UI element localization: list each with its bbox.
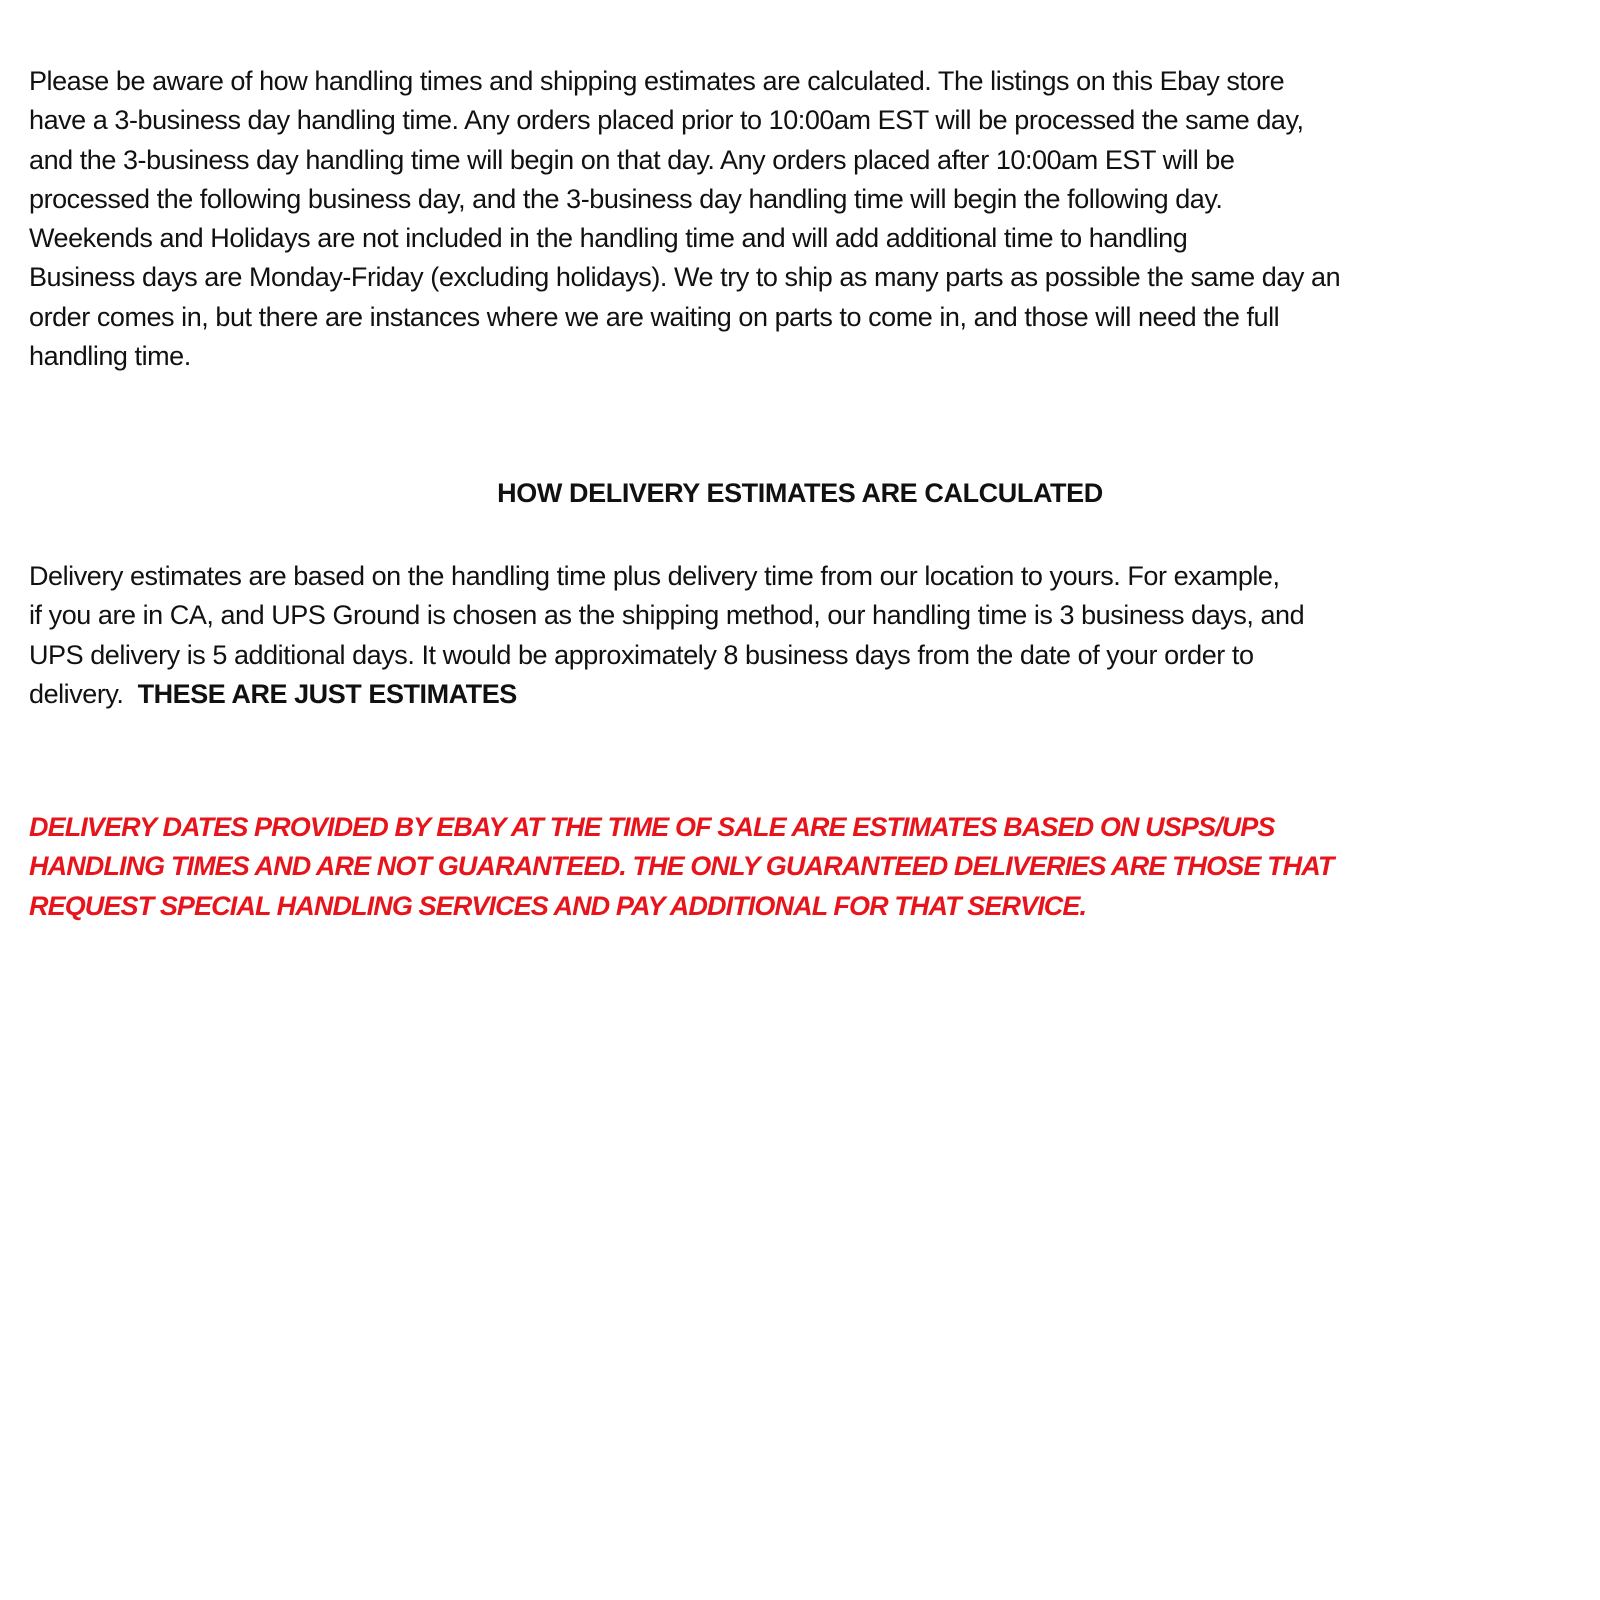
warning-line: DELIVERY DATES PROVIDED BY EBAY AT THE TIME OF SALE ARE ESTIMATES BASED ON USPS/UPS	[29, 812, 1275, 842]
paragraph-line	[29, 675, 1304, 714]
delivery-estimates-paragraph	[29, 557, 1304, 714]
guarantee-warning	[29, 808, 1333, 926]
paragraph-line: UPS delivery is 5 additional days. It would be approximately 8 business days from the date of your order to	[29, 639, 1254, 670]
handling-time-paragraph	[29, 62, 1340, 376]
estimates-emphasis: THESE ARE JUST ESTIMATES	[137, 678, 517, 709]
paragraph-line: processed the following business day, and the 3-business day handling time will begin the following day.	[29, 183, 1223, 214]
paragraph-line: Delivery estimates are based on the handling time plus delivery time from our location to yours. For example,	[29, 561, 1280, 591]
paragraph-line: order comes in, but there are instances where we are waiting on parts to come in, and those will need the full	[29, 301, 1280, 332]
paragraph-line: Please be aware of how handling times and shipping estimates are calculated. The listings on this Ebay store	[29, 66, 1285, 96]
warning-line: REQUEST SPECIAL HANDLING SERVICES AND PAY ADDITIONAL FOR THAT SERVICE.	[29, 890, 1087, 921]
paragraph-line: and the 3-business day handling time will begin on that day. Any orders placed after 10:00am EST will be	[29, 144, 1235, 175]
paragraph-text: delivery.	[29, 678, 138, 709]
paragraph-line: have a 3-business day handling time. Any orders placed prior to 10:00am EST will be processed the same day,	[29, 105, 1304, 136]
warning-line: HANDLING TIMES AND ARE NOT GUARANTEED. THE ONLY GUARANTEED DELIVERIES ARE THOSE THAT	[29, 851, 1334, 882]
paragraph-line: if you are in CA, and UPS Ground is chosen as the shipping method, our handling time is 3 business days, and	[29, 600, 1305, 631]
paragraph-line: Weekends and Holidays are not included in the handling time and will add additional time to handling	[29, 223, 1188, 254]
paragraph-line: Business days are Monday-Friday (excluding holidays). We try to ship as many parts as possible the same day an	[29, 262, 1341, 293]
paragraph-line: handling time.	[29, 341, 191, 372]
delivery-estimates-heading: HOW DELIVERY ESTIMATES ARE CALCULATED	[497, 478, 1103, 508]
